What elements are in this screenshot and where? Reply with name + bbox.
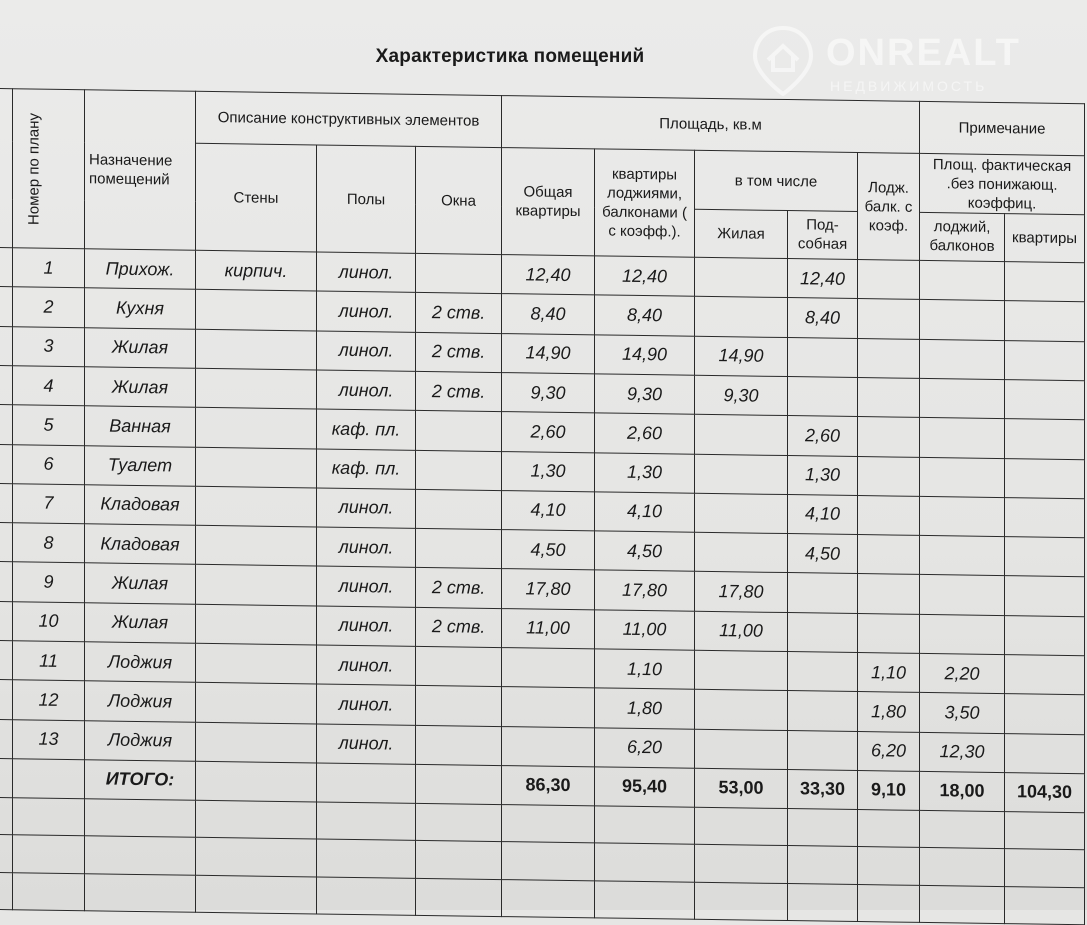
row-margin-cell (0, 483, 13, 523)
row-margin-cell (0, 444, 13, 484)
empty-cell (317, 802, 416, 841)
total-area: 9,30 (502, 373, 595, 414)
auxiliary-area: 12,40 (788, 259, 858, 299)
walls-value (196, 643, 317, 684)
auxiliary-area: 4,50 (788, 534, 858, 574)
header-windows: Окна (416, 147, 502, 255)
row-number: 6 (13, 444, 85, 484)
room-name: Лоджия (85, 642, 196, 683)
walls-value (196, 761, 317, 802)
header-walls: Стены (196, 144, 317, 252)
actual-loggia-area (920, 496, 1005, 536)
header-note: Примечание (920, 101, 1085, 156)
room-name: Жилая (85, 327, 196, 368)
empty-cell (85, 836, 196, 875)
empty-cell (196, 800, 317, 839)
total-area (502, 726, 595, 767)
total-area (502, 687, 595, 728)
room-name: Туалет (85, 445, 196, 486)
floor-value: линол. (317, 291, 416, 332)
floor-value (317, 763, 416, 804)
area-with-loggias: 8,40 (595, 295, 695, 336)
auxiliary-area (788, 612, 858, 652)
floor-value: линол. (317, 488, 416, 529)
living-area: 14,90 (695, 336, 788, 377)
actual-apartment-area (1005, 576, 1085, 616)
floor-value: линол. (317, 645, 416, 686)
windows-value (416, 253, 502, 293)
row-number: 13 (13, 719, 85, 759)
actual-apartment-area (1005, 380, 1085, 420)
loggia-coef-area: 1,80 (858, 692, 920, 732)
empty-cell (858, 847, 920, 885)
empty-cell (858, 810, 920, 848)
empty-cell (1005, 886, 1085, 925)
row-number: 12 (13, 680, 85, 720)
loggia-coef-area (858, 299, 920, 339)
row-margin-cell (0, 680, 13, 720)
loggia-coef-area (858, 338, 920, 378)
header-total-apartment: Общая квартиры (502, 148, 595, 256)
header-apartment-with-loggias: квартиры лоджиями, балконами ( с коэфф.). (595, 149, 695, 257)
actual-loggia-area (920, 418, 1005, 458)
auxiliary-area (788, 730, 858, 770)
row-number (13, 759, 85, 799)
area-with-loggias: 11,00 (595, 610, 695, 651)
windows-value: 2 ств. (416, 332, 502, 372)
windows-value (416, 411, 502, 451)
empty-cell (695, 807, 788, 846)
row-margin-cell (0, 405, 13, 445)
loggia-coef-area: 1,10 (858, 652, 920, 692)
empty-cell (13, 835, 85, 873)
total-area: 1,30 (502, 451, 595, 492)
room-name: Жилая (85, 602, 196, 643)
header-floors: Полы (317, 145, 416, 253)
empty-cell (416, 803, 502, 841)
actual-apartment-area (1005, 694, 1085, 734)
area-with-loggias: 12,40 (595, 256, 695, 297)
living-area: 11,00 (695, 611, 788, 652)
row-margin-cell (0, 640, 13, 680)
row-number: 11 (13, 641, 85, 681)
walls-value (196, 408, 317, 449)
living-area (695, 729, 788, 770)
actual-loggia-sum: 18,00 (920, 771, 1005, 811)
empty-cell (920, 848, 1005, 886)
walls-value (196, 290, 317, 331)
auxiliary-area: 1,30 (788, 455, 858, 495)
total-area: 4,10 (502, 490, 595, 531)
header-area: Площадь, кв.м (502, 96, 920, 154)
auxiliary-area (788, 691, 858, 731)
windows-value (416, 686, 502, 726)
actual-loggia-area: 3,50 (920, 693, 1005, 733)
actual-loggia-area (920, 378, 1005, 418)
actual-loggia-area (920, 457, 1005, 497)
actual-loggia-area (920, 614, 1005, 654)
row-number: 10 (13, 601, 85, 641)
area-with-loggias: 14,90 (595, 335, 695, 376)
windows-value: 2 ств. (416, 568, 502, 608)
total-area: 14,90 (502, 333, 595, 374)
actual-apartment-area (1005, 419, 1085, 459)
empty-cell (0, 798, 13, 835)
floor-value: линол. (317, 723, 416, 764)
row-number: 8 (13, 523, 85, 563)
actual-apartment-area (1005, 655, 1085, 695)
living-area (695, 415, 788, 456)
windows-value: 2 ств. (416, 293, 502, 333)
row-margin-cell (0, 287, 13, 327)
windows-value (416, 489, 502, 529)
windows-value (416, 725, 502, 765)
auxiliary-area (788, 337, 858, 377)
empty-cell (13, 872, 85, 910)
empty-cell (502, 805, 595, 844)
room-name: Жилая (85, 563, 196, 604)
floor-value: линол. (317, 331, 416, 372)
area-with-loggias: 4,10 (595, 492, 695, 533)
row-margin-cell (0, 562, 13, 602)
row-margin-cell (0, 601, 13, 641)
row-margin-cell (0, 365, 13, 405)
actual-loggia-area (920, 261, 1005, 301)
loggia-coef-area (858, 535, 920, 575)
total-label: ИТОГО: (85, 760, 196, 801)
row-margin-cell (0, 523, 13, 563)
header-loggia-coef: Лодж. балк. с коэф. (858, 153, 920, 261)
loggia-coef-area (858, 456, 920, 496)
actual-apartment-area (1005, 340, 1085, 380)
watermark (752, 26, 1072, 106)
floor-value: линол. (317, 566, 416, 607)
area-with-loggias: 1,10 (595, 649, 695, 690)
empty-cell (196, 875, 317, 914)
empty-cell (196, 838, 317, 877)
area-with-loggias: 4,50 (595, 531, 695, 572)
area-with-loggias: 1,80 (595, 688, 695, 729)
windows-value (416, 646, 502, 686)
area-with-loggias: 17,80 (595, 570, 695, 611)
actual-apartment-sum: 104,30 (1005, 772, 1085, 812)
loggia-coef-area (858, 574, 920, 614)
actual-loggia-area (920, 300, 1005, 340)
area-with-loggias: 2,60 (595, 413, 695, 454)
area-with-loggias: 1,30 (595, 452, 695, 493)
auxiliary-area: 2,60 (788, 416, 858, 456)
windows-value: 2 ств. (416, 607, 502, 647)
floor-value: каф. пл. (317, 449, 416, 490)
row-margin-cell (0, 326, 13, 366)
walls-value (196, 565, 317, 606)
area-with-loggias: 6,20 (595, 727, 695, 768)
empty-cell (788, 846, 858, 884)
header-including: в том числе (695, 151, 858, 212)
loggia-coef-area (858, 417, 920, 457)
area-with-loggias-sum: 95,40 (595, 767, 695, 808)
header-room-purpose: Назначение помещений (85, 90, 196, 251)
header-plan-number: Номер по плану (13, 89, 85, 249)
windows-value (416, 764, 502, 804)
page-title: Характеристика помещений (375, 46, 645, 67)
auxiliary-area-sum: 33,30 (788, 769, 858, 809)
loggia-coef-area (858, 378, 920, 418)
empty-cell (788, 809, 858, 847)
auxiliary-area (788, 377, 858, 417)
floor-value: линол. (317, 370, 416, 411)
windows-value (416, 450, 502, 490)
auxiliary-area: 4,10 (788, 494, 858, 534)
room-name: Прихож. (85, 249, 196, 290)
row-number: 4 (13, 366, 85, 406)
living-area (695, 257, 788, 298)
empty-cell (502, 842, 595, 881)
row-margin-cell (0, 719, 13, 759)
empty-cell (85, 799, 196, 838)
header-actual-area: Площ. фактическая .без понижающ. коэффиц. (920, 154, 1085, 215)
empty-cell (317, 839, 416, 878)
total-area: 4,50 (502, 530, 595, 571)
walls-value (196, 604, 317, 645)
room-name: Лоджия (85, 681, 196, 722)
empty-cell (1005, 812, 1085, 850)
actual-loggia-area (920, 575, 1005, 615)
room-name: Ванная (85, 406, 196, 447)
row-number: 2 (13, 287, 85, 327)
windows-value: 2 ств. (416, 371, 502, 411)
area-with-loggias: 9,30 (595, 374, 695, 415)
actual-apartment-area (1005, 262, 1085, 302)
walls-value (196, 722, 317, 763)
loggia-coef-area: 6,20 (858, 731, 920, 771)
total-area: 2,60 (502, 412, 595, 453)
walls-value: кирпич. (196, 250, 317, 291)
walls-value (196, 329, 317, 370)
header-auxiliary: Под-собная (788, 210, 858, 259)
living-area (695, 532, 788, 573)
empty-cell (13, 798, 85, 836)
empty-cell (788, 883, 858, 921)
empty-cell (920, 810, 1005, 848)
row-number: 7 (13, 484, 85, 524)
watermark-subtitle: НЕДВИЖИМОСТЬ (830, 78, 988, 94)
walls-value (196, 368, 317, 409)
floor-value: линол. (317, 606, 416, 647)
total-area (502, 648, 595, 689)
row-number: 3 (13, 326, 85, 366)
living-area: 9,30 (695, 375, 788, 416)
rooms-table (0, 88, 1085, 925)
row-number: 5 (13, 405, 85, 445)
total-area: 8,40 (502, 294, 595, 335)
loggia-coef-sum: 9,10 (858, 770, 920, 810)
actual-apartment-area (1005, 537, 1085, 577)
empty-cell (695, 845, 788, 884)
empty-cell (595, 880, 695, 919)
watermark-brand: ONREALT (826, 32, 1021, 74)
actual-apartment-area (1005, 615, 1085, 655)
header-construction: Описание конструктивных элементов (196, 91, 502, 148)
living-area (695, 689, 788, 730)
floor-value: линол. (317, 684, 416, 725)
actual-loggia-area: 12,30 (920, 732, 1005, 772)
walls-value (196, 486, 317, 527)
living-area: 17,80 (695, 572, 788, 613)
actual-apartment-area (1005, 458, 1085, 498)
walls-value (196, 447, 317, 488)
walls-value (196, 525, 317, 566)
total-area-sum: 86,30 (502, 765, 595, 806)
auxiliary-area (788, 652, 858, 692)
total-area: 17,80 (502, 569, 595, 610)
empty-cell (858, 884, 920, 922)
empty-cell (416, 841, 502, 879)
actual-loggia-area: 2,20 (920, 653, 1005, 693)
actual-loggia-area (920, 339, 1005, 379)
empty-cell (502, 879, 595, 918)
loggia-coef-area (858, 495, 920, 535)
room-name: Кладовая (85, 524, 196, 565)
empty-cell (695, 882, 788, 921)
floor-value: линол. (317, 527, 416, 568)
row-margin-cell (0, 248, 13, 288)
row-margin-cell (0, 758, 13, 798)
row-number: 9 (13, 562, 85, 602)
loggia-coef-area (858, 613, 920, 653)
header-loggias-balconies: лоджий, балконов (920, 212, 1005, 262)
empty-cell (0, 835, 13, 872)
header-apartment: квартиры (1005, 213, 1085, 262)
row-number: 1 (13, 248, 85, 288)
empty-cell (595, 806, 695, 845)
actual-loggia-area (920, 536, 1005, 576)
total-area: 11,00 (502, 608, 595, 649)
living-area (695, 493, 788, 534)
empty-cell (0, 872, 13, 910)
house-pin-icon (752, 26, 814, 96)
auxiliary-area (788, 573, 858, 613)
floor-value: каф. пл. (317, 409, 416, 450)
room-name: Кладовая (85, 485, 196, 526)
room-name: Лоджия (85, 720, 196, 761)
actual-apartment-area (1005, 301, 1085, 341)
actual-apartment-area (1005, 497, 1085, 537)
empty-cell (595, 843, 695, 882)
loggia-coef-area (858, 260, 920, 300)
living-area (695, 650, 788, 691)
room-name: Кухня (85, 288, 196, 329)
empty-cell (1005, 849, 1085, 887)
header-living: Жилая (695, 209, 788, 259)
room-name: Жилая (85, 367, 196, 408)
windows-value (416, 528, 502, 568)
empty-cell (920, 885, 1005, 924)
empty-cell (85, 873, 196, 912)
total-area: 12,40 (502, 255, 595, 296)
walls-value (196, 683, 317, 724)
empty-cell (416, 878, 502, 917)
floor-value: линол. (317, 252, 416, 293)
auxiliary-area: 8,40 (788, 298, 858, 338)
living-area-sum: 53,00 (695, 768, 788, 809)
living-area (695, 454, 788, 495)
living-area (695, 297, 788, 338)
actual-apartment-area (1005, 733, 1085, 773)
